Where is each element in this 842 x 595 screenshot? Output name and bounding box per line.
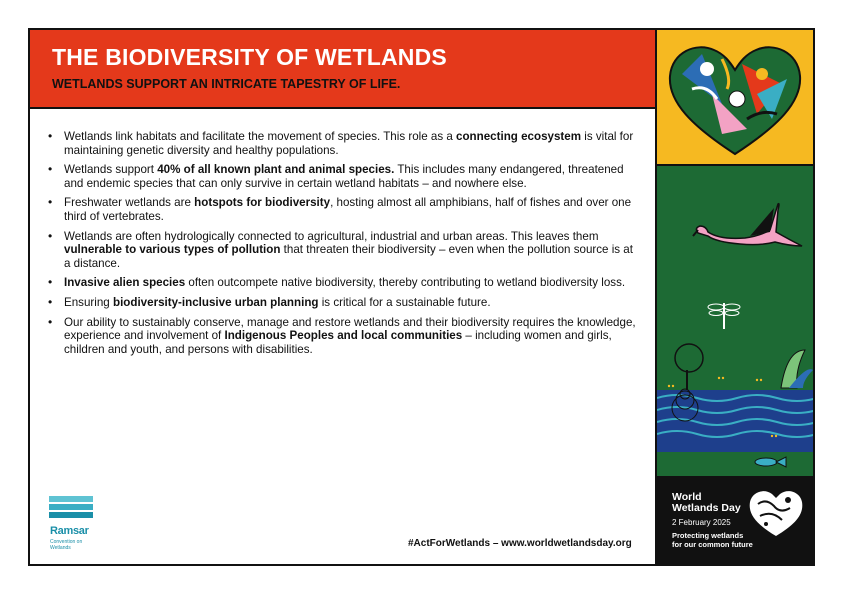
list-item: • Wetlands are often hydrologically connected to agricultural, industrial and urban areas. This leaves them vulnerable to various types of pollution that threaten their biodiversity – even when the pollution source is at a distance. [48, 230, 638, 271]
ramsar-tagline: Convention on Wetlands [50, 539, 83, 551]
list-item: • Wetlands support 40% of all known plant and animal species. This includes many endangered, threatened and endemic species that can only survive in certain wetland habitats – and nowhere else. [48, 163, 638, 190]
ramsar-name: Ramsar [50, 525, 89, 537]
header-banner [30, 30, 655, 107]
website-link[interactable]: #ActForWetlands – www.worldwetlandsday.org [408, 538, 632, 549]
flamingo-icon [690, 200, 805, 255]
list-item: • Wetlands link habitats and facilitate the movement of species. This role as a connecting ecosystem is vital for maintaining genetic diversity and healthy populations. [48, 130, 638, 157]
page-title: THE BIODIVERSITY OF WETLANDS [52, 44, 447, 70]
bullet-list [48, 130, 638, 362]
header-divider [30, 107, 655, 109]
wwd-title: World Wetlands Day [672, 491, 741, 514]
wwd-logo-icon [746, 486, 806, 538]
dragonfly-icon [706, 295, 742, 331]
list-item: • Our ability to sustainably conserve, manage and restore wetlands and their biodiversity requires the knowledge, experience and involvement of Indigenous Peoples and local communities – including women and girls, children and youth, and persons with disabilities. [48, 316, 638, 357]
fish-icon [752, 455, 788, 469]
list-item: • Ensuring biodiversity-inclusive urban planning is critical for a sustainable future. [48, 296, 638, 310]
wwd-date: 2 February 2025 [672, 518, 731, 527]
water-scene-icon [657, 330, 813, 476]
list-item: • Freshwater wetlands are hotspots for biodiversity, hosting almost all amphibians, half of fishes and over one third of vertebrates. [48, 196, 638, 223]
page-subtitle: WETLANDS SUPPORT AN INTRICATE TAPESTRY OF LIFE. [52, 77, 401, 91]
heart-collage-icon [662, 34, 808, 160]
wwd-tagline: Protecting wetlands for our common future [672, 531, 753, 549]
list-item: • Invasive alien species often outcompete native biodiversity, thereby contributing to wetland biodiversity loss. [48, 276, 638, 290]
